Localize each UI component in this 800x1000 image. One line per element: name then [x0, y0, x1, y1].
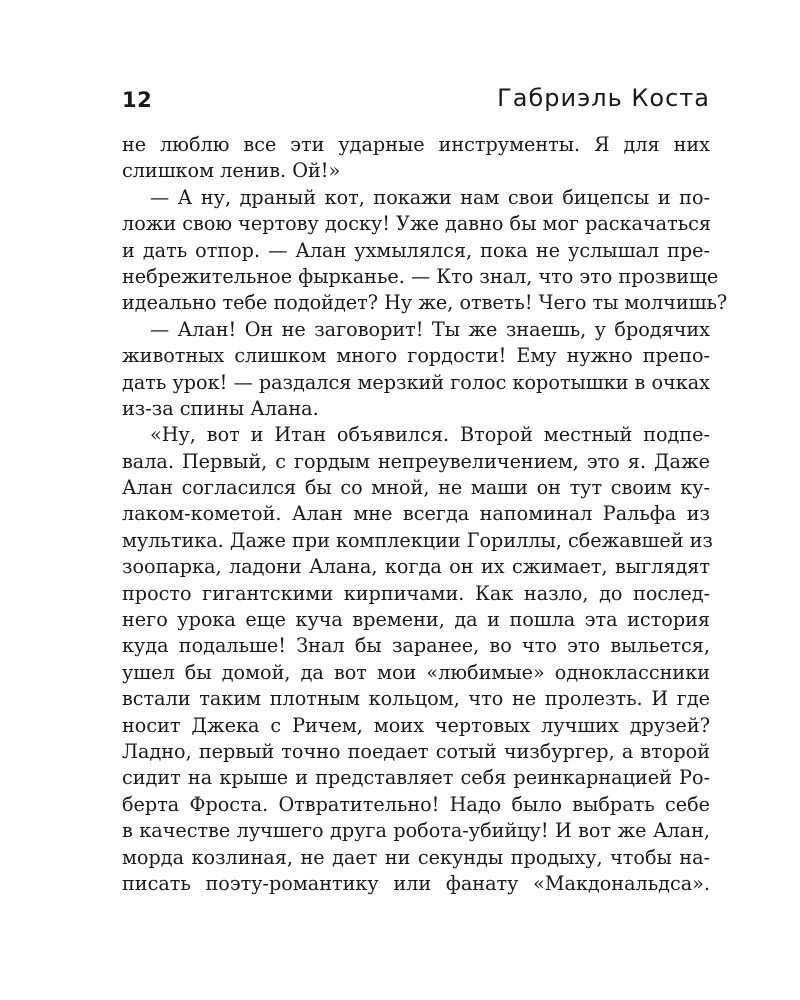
text-line: просто гигантскими кирпичами. Как назло, до послед- — [122, 581, 710, 605]
text-line: зоопарка, ладони Алана, когда он их сжимает, выглядят — [122, 555, 710, 579]
text-line: идеально тебе подойдет? Ну же, ответь! Чего ты молчишь? — [122, 291, 728, 315]
running-head-author: Габриэль Коста — [497, 84, 710, 112]
text-line: из-за спины Алана. — [122, 396, 319, 420]
text-line: в качестве лучшего друга робота-убийцу! И вот же Алан, — [122, 819, 710, 843]
page-header — [122, 84, 710, 114]
text-line: дать урок! — раздался мерзкий голос коротышки в очках — [122, 370, 710, 394]
text-line: вала. Первый, с гордым непреувеличением, это я. Даже — [122, 449, 710, 473]
text-line: берта Фроста. Отвратительно! Надо было выбрать себе — [122, 792, 710, 816]
text-line: и дать отпор. — Алан ухмылялся, пока не услышал пре- — [122, 238, 710, 262]
text-line: мультика. Даже при комплекции Гориллы, сбежавшей из — [122, 528, 713, 552]
text-line: Алан согласился бы со мной, не маши он тут своим ку- — [122, 476, 710, 500]
text-line: куда подальше! Знал бы заранее, во что это выльется, — [122, 634, 710, 658]
text-line: писать поэту-романтику или фанату «Макдональдса». — [122, 871, 710, 895]
text-line: морда козлиная, не дает ни секунды продыху, чтобы на- — [122, 845, 710, 869]
text-line: носит Джека с Ричем, моих чертовых лучших друзей? — [122, 713, 710, 737]
text-line: не люблю все эти ударные инструменты. Я для них — [122, 133, 710, 156]
page-number: 12 — [122, 88, 153, 112]
text-line: — Алан! Он не заговорит! Ты же знаешь, у бродячих — [150, 317, 710, 341]
text-line: ушел бы домой, да вот мои «любимые» одноклассники — [122, 660, 710, 684]
text-line: ложи свою чертову доску! Уже давно бы мог раскачаться — [122, 212, 712, 236]
text-line: слишком ленив. Ой!» — [122, 159, 341, 183]
body-text — [122, 132, 728, 897]
text-line: небрежительное фырканье. — Кто знал, что это прозвище — [122, 264, 719, 288]
text-line: лаком-кометой. Алан мне всегда напоминал Ральфа из — [122, 502, 710, 526]
text-line: сидит на крыше и представляет себя реинкарнацией Ро- — [122, 766, 710, 790]
text-line: — А ну, драный кот, покажи нам свои бицепсы и по- — [150, 185, 710, 209]
text-line: животных слишком много гордости! Ему нужно препо- — [122, 344, 710, 368]
text-line: встали таким плотным кольцом, что не пролезть. И где — [122, 687, 710, 711]
text-line: «Ну, вот и Итан объявился. Второй местный подпе- — [150, 423, 710, 447]
text-line: Ладно, первый точно поедает сотый чизбургер, а второй — [122, 739, 710, 763]
text-line: него урока еще куча времени, да и пошла эта история — [122, 608, 710, 632]
